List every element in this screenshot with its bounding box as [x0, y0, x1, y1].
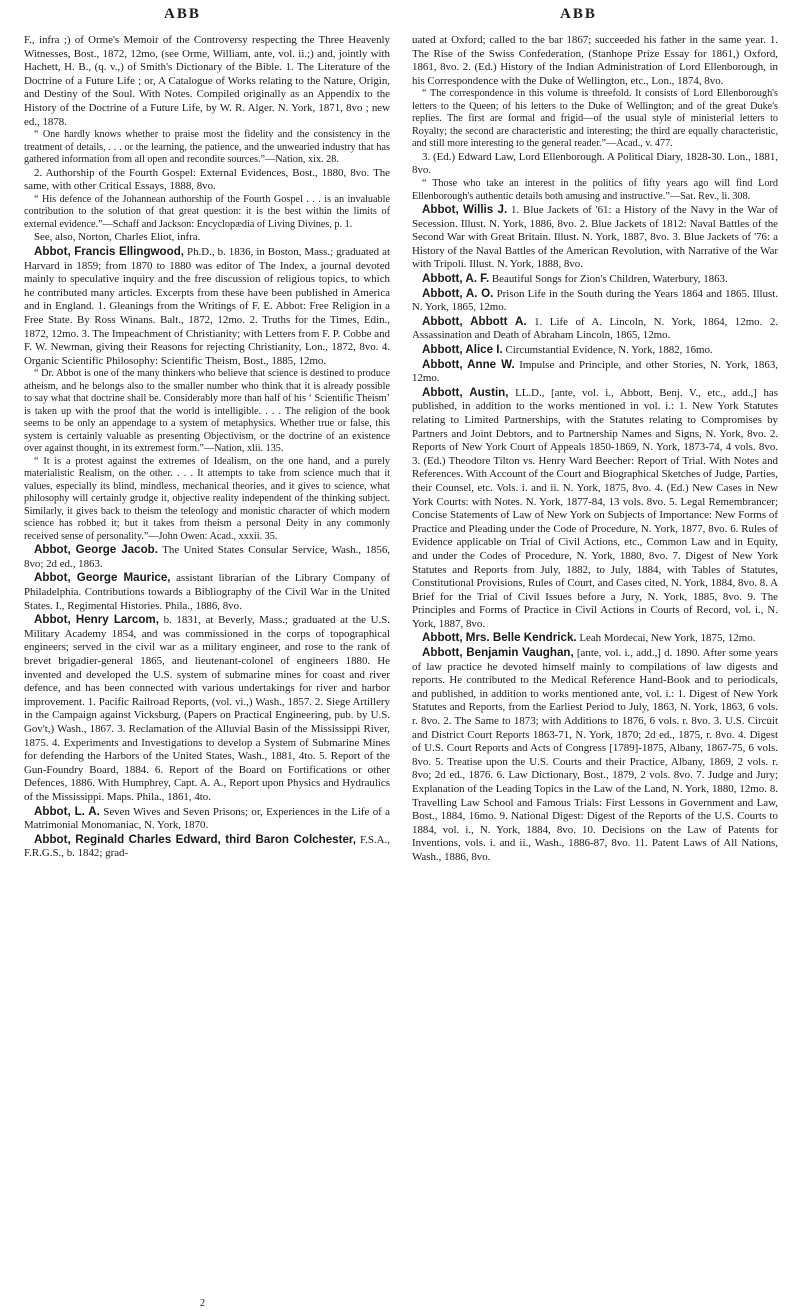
review-quote: “ Dr. Abbot is one of the many thinkers who believe that science is destined to produce atheism, and he belongs also to the smaller number who think that it is already possible to say what that doctrine shall be. Considerably more than half of his ‘ Scientific Theism’ is taken up with the proof that the world is intelligible. . . . The religion of the book seems to be only an appendage to a system of metaphysics. Whether true or false, this system is certainly valuable as presenting Objectivism, or the doctrine of an existence over against thought, in its extremest form.”—Nation, xlii. 135. [24, 368, 390, 455]
entry-text: LL.D., [ante, vol. i., Abbott, Benj. V., etc., add.,] has published, in addition to the works mentioned in vol. i.: 1. New York Statutes relating to Limited Partnerships, with the Statutes relating to Compromises by Partners and Joint Debtors, and to Partnership Names and Signs, N. York, 8vo. 2. Reports of New York Court of Appeals 1850-1869, N. York, 1873-74, 4 vols. 8vo. 3. (Ed.) Theodore Tilton vs. Henry Ward Beecher: Report of Trial. With Notes and References. With Account of the Court and Biographical Sketches of Judge, Parties, their Counsel, etc. Vols. i. and ii. N. York, 1875, 8vo. 4. (Ed.) New Cases in New York Courts: with Notes. N. York, 1877-84, 13 vols. 8vo. 5. Legal Remembrancer; Concise Statements of Law of New York on Subjects of Importance: New Forms of Practice and Pleading under the Code of Procedure, N. York, 1877, 8vo. 6. Rules of Evidence applicable on Trial of Civil Actions, etc., Common Law and in Equity, and under the Codes of Procedure, N. York, 1880, 8vo. 7. Digest of New York Statutes and Reports from July, 1882, to July, 1884, with Tables of Statutes, Constitutional Provisions, Rules of Court, and Cases cited, N. York, 1884, 8vo. 8. A Brief for the Trial of Civil Issues before a Jury, N. York, 1885, 8vo. 9. The Principles and Forms of Practice in Civil Actions in Courts of Record, vol. i., N. York, 1887, 8vo. [412, 386, 778, 630]
review-quote: “ One hardly knows whether to praise most the fidelity and the consistency in the treatment of details, . . . or the learning, the patience, and the unwearied industry that has gathered information from all open and recondite sources.”—Nation, xix. 28. [24, 129, 390, 166]
review-quote: “ Those who take an interest in the politics of fifty years ago will find Lord Ellenborough's authentic details both amusing and instructive.”—Sat. Rev., li. 308. [412, 178, 778, 202]
left-column [24, 34, 390, 861]
review-quote: “ His defence of the Johannean authorship of the Fourth Gospel . . . is an invaluable contribution to the solution of that great question: it is the best within the limits of external evidence.”—Schaff and Jackson: Encyclopædia of Living Divines, p. 1. [24, 193, 390, 230]
running-header-right: ABB [560, 6, 597, 22]
dictionary-entry [412, 631, 778, 646]
dictionary-entry [24, 805, 390, 833]
dictionary-entry [412, 386, 778, 632]
entry-text: 1. Blue Jackets of '61: a History of the Navy in the War of Secession. Illust. N. York, 1886, 8vo. 2. Blue Jackets of 1812: Naval Battles of the Second War with Great Britain. Illust. N. York, 1887, 8vo. 3. Blue Jackets of '76: a History of the Naval Battles of the American Revolution, with Narrative of the War with Tripoli. Illust. N. York, 1888, 8vo. [412, 204, 778, 271]
dictionary-entry [412, 646, 778, 865]
entry-text: Seven Wives and Seven Prisons; or, Experiences in the Life of a Matrimonial Monomaniac, N. York, 1870. [24, 805, 390, 832]
entry-paragraph: 2. Authorship of the Fourth Gospel: External Evidences, Bost., 1880, 8vo. The same, with other Critical Essays, 1888, 8vo. [24, 166, 390, 193]
review-quote: “ It is a protest against the extremes of Idealism, on the one hand, and a purely materialistic Realism, on the other. . . . It attempts to take from science much that it values, especially its blind, mindless, mechanical theories, and it gives to science, what philosophy will certainly grudge it, objective reality independent of the thinking subject. Similarly, it gives back to theism the teleology and monistic character of which modern science has robbed it; but it takes from theism a personal Deity in any commonly received sense of personality.”—John Owen: Acad., xxxii. 35. [24, 455, 390, 542]
entry-text: F.S.A., F.R.G.S., b. 1842; grad- [24, 833, 390, 860]
entry-paragraph: 3. (Ed.) Edward Law, Lord Ellenborough. A Political Diary, 1828-30. Lon., 1881, 8vo. [412, 150, 778, 177]
dictionary-entry [24, 833, 390, 861]
entry-text: Impulse and Principle, and other Stories, N. York, 1863, 12mo. [412, 358, 778, 385]
entry-headword: Abbot, Reginald Charles Edward, third Baron Colchester, [34, 832, 356, 846]
dictionary-entry [412, 203, 778, 272]
entry-headword: Abbott, A. F. [422, 272, 490, 286]
entry-headword: Abbot, Willis J. [422, 203, 508, 217]
page-number: 2 [200, 1298, 205, 1309]
review-quote: “ The correspondence in this volume is threefold. It consists of Lord Ellenborough's letters to the Queen; of his letters to the Duke of Wellington; and of the great Duke's replies. The first are formal and frigid—of the usual style of ministerial letters to Royalty; the second are characteristic and interesting; the third are equally characteristic, and still more interesting to the general reader.”—Acad., v. 477. [412, 88, 778, 150]
entry-text: b. 1831, at Beverly, Mass.; graduated at the U.S. Military Academy 1854, and was commissioned in the corps of topographical engineers; served in the civil war as a military engineer, and rose to the rank of brevet brigadier-general 1865, and lieutenant-colonel of engineers 1880. He invented and developed the U.S. system of submarine mines for coast and river defence, and has been connected with various undertakings for river and harbor improvement. 1. Pacific Railroad Reports, (vol. vi.,) Wash., 1857. 2. Siege Artillery in the Campaign against Vicksburg, (Papers on Practical Engineering, pub. by U.S. Gov't,) Wash., 1867. 3. Reclamation of the Alluvial Basin of the Mississippi River, 1875. 4. Experiments and Investigations to develop a System of Submarine Mines for defending the Harbors of the United States, Wash., 1881, 4to. 5. Report of the Gun-Foundry Board, 1884. 6. Report of the Board on Fortifications or other Defences, 1886. With Humphrey, Capt. A. A., Report upon Physics and Hydraulics of the Mississippi. Maps. Phila., 1861, 4to. [24, 614, 390, 803]
dictionary-entry [24, 613, 390, 804]
entry-text: Circumstantial Evidence, N. York, 1882, 16mo. [502, 344, 713, 356]
dictionary-entry [412, 272, 778, 287]
entry-paragraph: See, also, Norton, Charles Eliot, infra. [34, 231, 201, 244]
entry-headword: Abbot, Francis Ellingwood, [34, 244, 185, 258]
entry-headword: Abbott, A. O. [422, 286, 494, 300]
entry-text: assistant librarian of the Library Company of Philadelphia. Contributions towards a Bibliography of the Civil War in the United States. I., Regimental Histories. Phila., 1886, 8vo. [24, 572, 390, 612]
entry-text: Beautiful Songs for Zion's Children, Waterbury, 1863. [489, 273, 728, 286]
entry-text: [ante, vol. i., add.,] d. 1890. After some years of law practice he devoted himself mainly to compilations of law digests and reports. He contributed to the Medical Reference Hand-Book and to periodicals, and published, in addition to works mentioned ante, vol. i.: 1. Digest of New York Statutes and Reports, from the Earliest Period to July, 1863, N. York, 1863, 6 vols. r. 8vo. 2. The Same to 1873; with Additions to 1876, 6 vols. r. 8vo. 3. U.S. Circuit and District Court Reports 1863-71, N. York, 1870; 2d ed., 1875, r. 8vo. 4. Digest of U.S. Court Reports and Acts of Congress [1789]-1875, Albany, 1867-75, 6 vols. 8vo. 5. Treatise upon the U.S. Courts and their Practice, Albany, 1869, 2 vols. r. 8vo; 2d ed., 1876. 6. Law Dictionary, Bost., 1879, 2 vols. 8vo. 7. Judge and Jury; Explanation of the Leading Topics in the Law of the Land, N. York, 1880, 12mo. 8. Travelling Law School and Famous Trials: First Lessons in Government and Law, Bost., 1884, 16mo. 9. National Digest: Digest of the Reports of the U.S. Courts to 1884, vol. i., N. York, 1884, 8vo. 10. Decisions on the Law of Patents for Inventions, vols. i. and ii., Wash., 1886-87, 8vo. 11. Patent Laws of All Nations, Wash., 1886, 8vo. [412, 647, 778, 863]
entry-headword: Abbott, Austin, [422, 385, 509, 399]
entry-text: Ph.D., b. 1836, in Boston, Mass.; graduated at Harvard in 1859; from 1870 to 1880 was editor of The Index, a journal devoted mainly to speculative inquiry and the free discussion of religious topics, to which he contributed many articles. Excerpts from these have been published in America and in England. 1. Gleanings from the Writings of F. E. Abbot: Free Religion in a Free State. By Ross Winans. Balt., 1872, 12mo. 2. Truths for the Times, Edin., 1872, 12mo. 3. The Impeachment of Christianity; with Letters from F. P. Cobbe and F. W. Newman, giving their Reasons for rejecting Christianity, Lon., 1872, 8vo. 4. Organic Scientific Philosophy: Scientific Theism, Bost., 1885, 12mo. [24, 245, 390, 367]
running-header-left: ABB [164, 6, 201, 22]
dictionary-entry [412, 287, 778, 315]
right-column [412, 34, 778, 865]
entry-text: The United States Consular Service, Wash., 1856, 8vo; 2d ed., 1863. [24, 544, 390, 570]
entry-headword: Abbott, Anne W. [422, 357, 515, 371]
entry-paragraph: uated at Oxford; called to the bar 1867; succeeded his father in the same year. 1. The Rise of the Swiss Confederation, (Stanhope Prize Essay for 1861,) Oxford, 1861, 8vo. 2. (Ed.) History of the Indian Administration of Lord Ellenborough, in his Correspondence with the Duke of Wellington, etc., Lon., 1874, 8vo. [412, 34, 778, 87]
dictionary-entry [412, 315, 778, 343]
dictionary-entry [24, 571, 390, 613]
entry-paragraph: F., infra ;) of Orme's Memoir of the Controversy respecting the Three Heavenly Witnesses, Bost., 1872, 12mo, (see Orme, William, ante, vol. ii.;) and, jointly with Hachett, H. B., (q. v.,) of Smith's Dictionary of the Bible. 1. The Literature of the Doctrine of a Future Life ; or, A Catalogue of Works relating to the Nature, Origin, and Destiny of the Soul. With Notes. Compiled originally as an Appendix to the History of the Doctrine of a Future Life, by W. R. Alger. N. York, 1871, 8vo ; new ed., 1878. [24, 34, 390, 128]
entry-headword: Abbott, Benjamin Vaughan, [422, 646, 574, 660]
dictionary-entry [24, 245, 390, 368]
entry-headword: Abbott, Abbott A. [422, 314, 527, 328]
dictionary-entry [24, 543, 390, 571]
entry-headword: Abbot, George Jacob. [34, 543, 158, 557]
entry-headword: Abbot, L. A. [34, 804, 100, 818]
dictionary-entry [412, 343, 778, 358]
entry-headword: Abbot, Henry Larcom, [34, 613, 159, 627]
entry-headword: Abbott, Alice I. [422, 343, 503, 356]
entry-text: Prison Life in the South during the Years 1864 and 1865. Illust. N. York, 1865, 12mo. [412, 287, 778, 314]
entry-text: Leah Mordecai, New York, 1875, 12mo. [576, 632, 756, 645]
entry-headword: Abbot, George Maurice, [34, 571, 171, 585]
dictionary-entry [412, 358, 778, 386]
entry-text: 1. Life of A. Lincoln, N. York, 1864, 12mo. 2. Assassination and Death of Abraham Lincoln, 1865, 12mo. [412, 315, 779, 342]
entry-headword: Abbott, Mrs. Belle Kendrick. [422, 631, 577, 645]
